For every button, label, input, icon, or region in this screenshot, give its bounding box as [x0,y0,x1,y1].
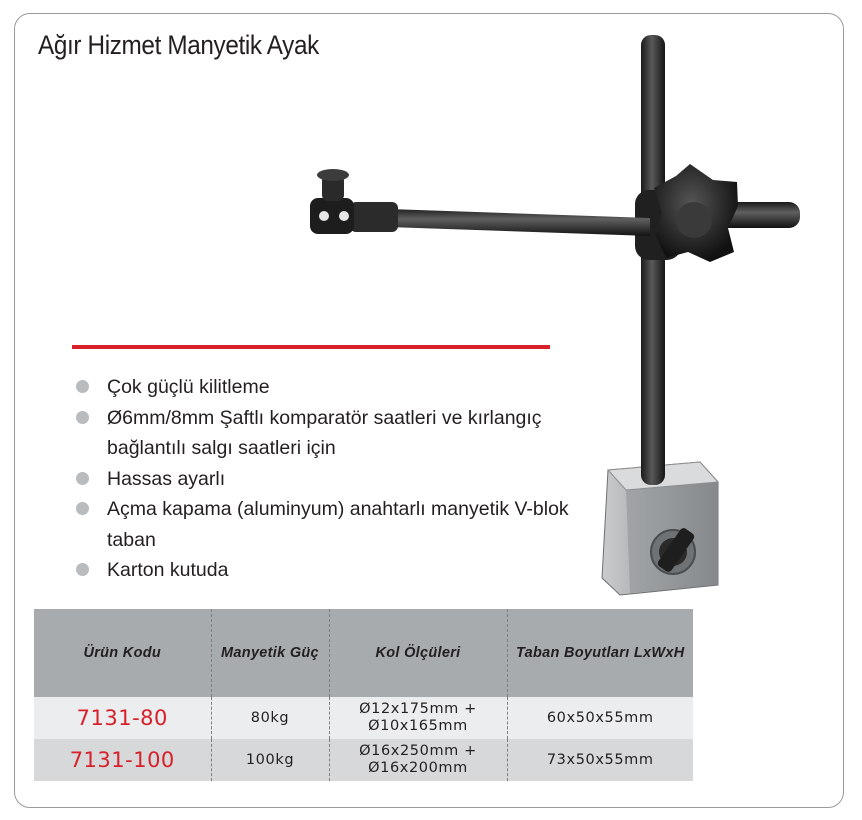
table-row [34,739,693,781]
header-magnetic-force: Manyetik Güç [211,609,329,697]
feature-text: Karton kutuda [107,559,229,581]
bullet-icon [76,411,89,424]
accent-divider [72,345,550,349]
header-product-code: Ürün Kodu [34,609,211,697]
list-item [74,555,577,586]
feature-list [74,372,577,586]
table-header-row [34,609,693,697]
magnetic-force: 80kg [211,697,329,739]
list-item [74,372,577,403]
feature-text: Çok güçlü kilitleme [107,376,270,398]
bullet-icon [76,472,89,485]
product-code: 7131-80 [34,697,211,739]
bullet-icon [76,563,89,576]
feature-text: Hassas ayarlı [107,467,226,490]
header-arm-dimensions: Kol Ölçüleri [329,609,507,697]
feature-text: Ø6mm/8mm Şaftlı komparatör saatleri ve kırlangıç bağlantılı salgı saatleri için [107,406,542,459]
base-dimensions: 73x50x55mm [507,739,693,781]
magnetic-force: 100kg [211,739,329,781]
product-code: 7131-100 [34,739,211,781]
spec-table [34,609,693,781]
page-title: Ağır Hizmet Manyetik Ayak [38,30,319,60]
list-item [74,494,577,555]
list-item [74,403,577,464]
base-dimensions: 60x50x55mm [507,697,693,739]
arm-dimensions: Ø16x250mm + Ø16x200mm [329,739,507,781]
feature-text: Açma kapama (aluminyum) anahtarlı manyetik V-blok taban [107,498,569,551]
header-base-dimensions: Taban Boyutları LxWxH [507,609,693,697]
bullet-icon [76,502,89,515]
arm-dimensions: Ø12x175mm + Ø10x165mm [329,697,507,739]
list-item [74,464,577,495]
bullet-icon [76,380,89,393]
table-row [34,697,693,739]
